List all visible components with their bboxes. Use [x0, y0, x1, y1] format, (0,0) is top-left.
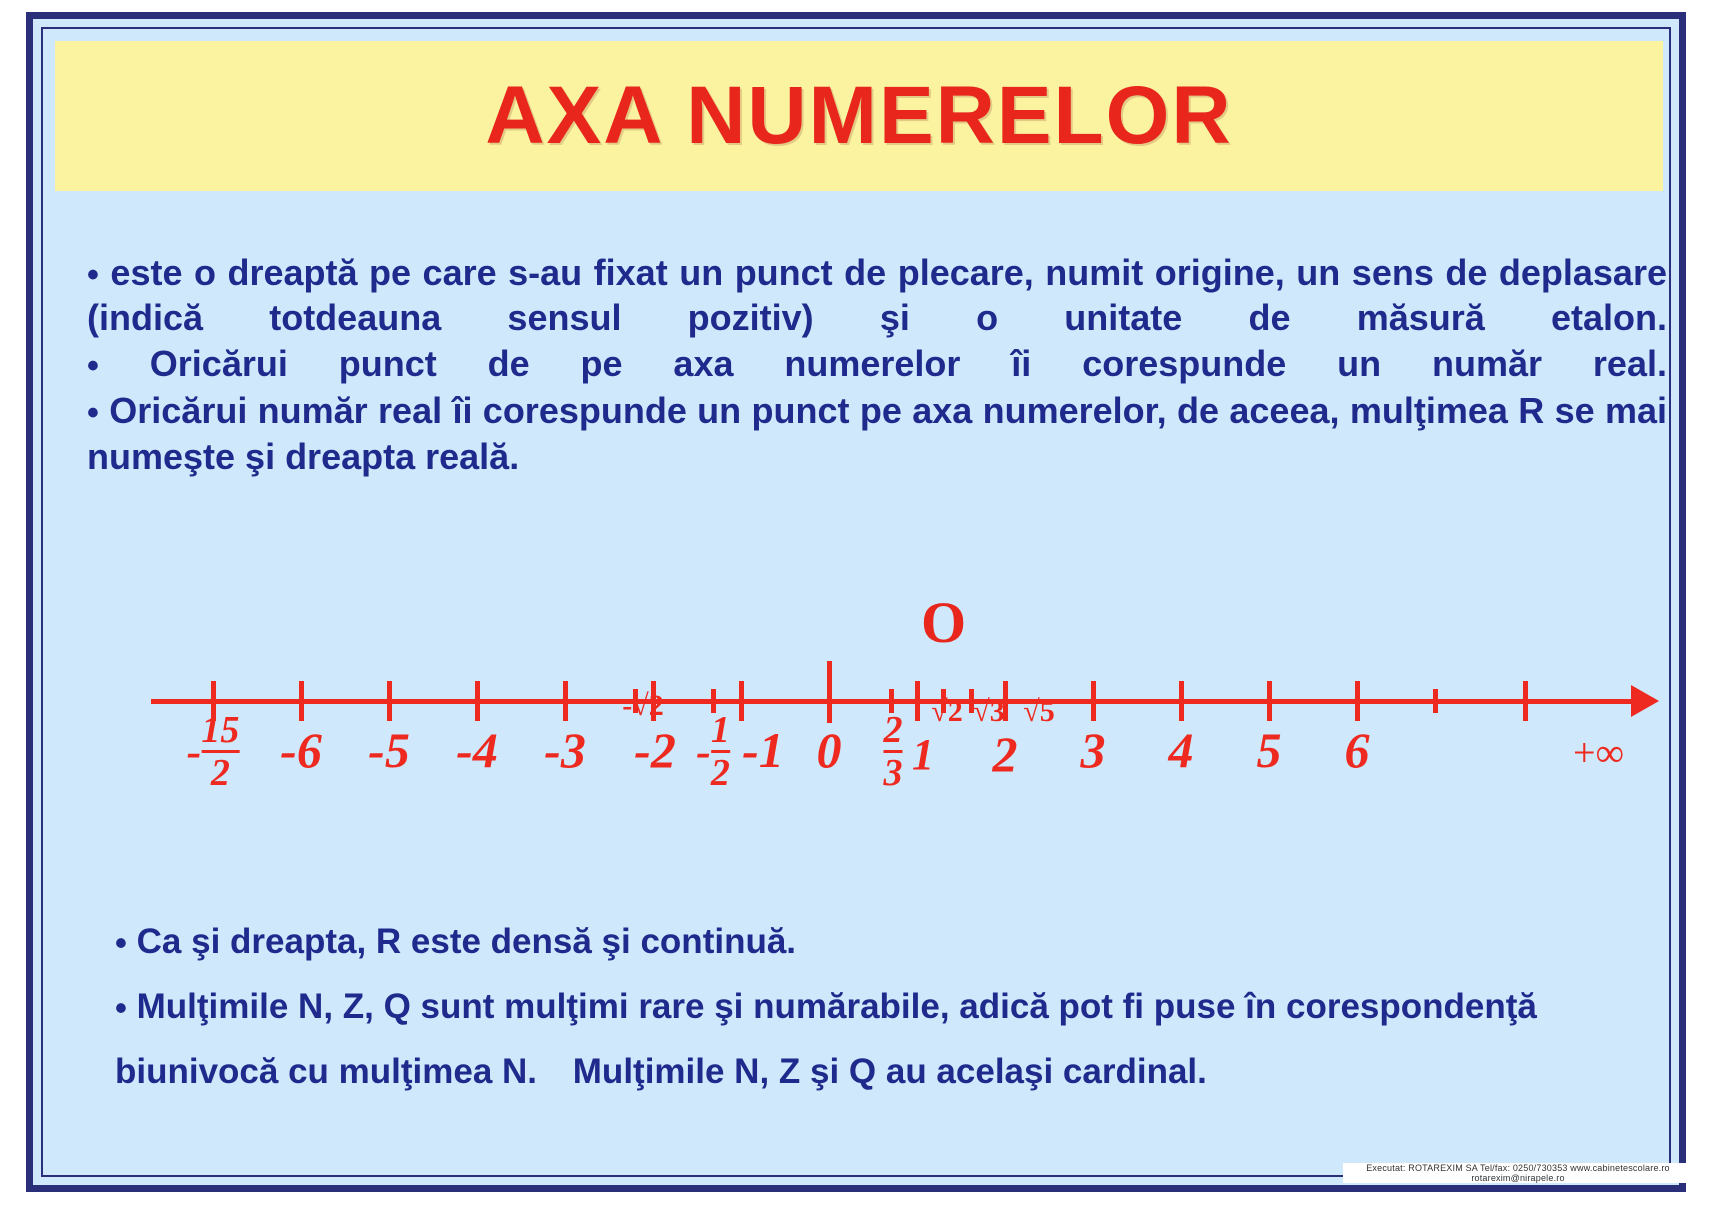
axis-label-plus-infinity: +∞: [1573, 730, 1625, 775]
minus-sign: -: [696, 727, 711, 776]
bullet-icon: •: [87, 255, 99, 294]
intro-paragraph-3-text: Oricărui număr real îi corespunde un punct pe axa numerelor, de aceea, mulţimea R se mai numeşte şi dreapta reală.: [87, 390, 1667, 477]
conclusion-line-2-text: Mulţimile N, Z, Q sunt mulţimi rare şi numărabile, adică pot fi puse în corespondenţă: [136, 986, 1537, 1026]
conclusion-line-2: [115, 984, 1675, 1031]
page-title: AXA NUMERELOR: [485, 70, 1233, 161]
number-line-diagram: [103, 589, 1663, 839]
axis-tick: [1433, 689, 1438, 713]
axis-label-sqrt-5: √5: [1023, 695, 1055, 728]
axis-label-minus-1: -1: [742, 722, 784, 778]
axis-label-minus-15-over-2: [187, 711, 240, 792]
axis-tick-origin: [827, 661, 832, 723]
intro-paragraph-2: [87, 342, 1667, 387]
axis-arrow-icon: [1631, 685, 1659, 717]
intro-text-block: [87, 251, 1667, 480]
conclusion-line-1: [115, 919, 1675, 966]
axis-label-minus-5: -5: [368, 722, 410, 778]
fraction-2-3: $\frac{2}{3}$: [883, 709, 903, 794]
axis-tick: [1179, 681, 1184, 721]
axis-tick: [1355, 681, 1360, 721]
intro-paragraph-1-text: este o dreaptă pe care s-au fixat un punct de plecare, numit origine, un sens de deplasare (indică totdeauna sensul pozitiv) şi o unitate de măsură etalon.: [87, 252, 1667, 339]
axis-label-minus-2: -2: [634, 722, 676, 778]
bullet-icon: •: [87, 394, 99, 433]
axis-label-two: 2: [992, 726, 1018, 782]
axis-line: [151, 699, 1637, 704]
axis-label-minus-6: -6: [280, 722, 322, 778]
conclusion-line-3-text: Mulţimile N, Z şi Q au acelaşi cardinal.: [572, 1051, 1207, 1091]
axis-label-zero: 0: [816, 722, 842, 778]
intro-paragraph-3: [87, 389, 1667, 478]
axis-label-one: 1: [912, 730, 934, 779]
poster-inner-border: [41, 27, 1671, 1177]
bullet-icon: •: [87, 346, 99, 385]
footer-credit: Executat: ROTAREXIM SA Tel/fax: 0250/730353 www.cabinetescolare.ro rotarexim@nirapele.ro: [1343, 1163, 1693, 1183]
fraction-15-2: $\frac{15}{2}$: [201, 709, 240, 794]
axis-tick: [739, 681, 744, 721]
intro-paragraph-1: [87, 251, 1667, 340]
axis-tick: [1523, 681, 1528, 721]
intro-paragraph-2-text: Oricărui punct de pe axa numerelor îi corespunde un număr real.: [149, 343, 1667, 385]
axis-tick: [915, 681, 920, 721]
conclusion-line-2-tail: biunivocă cu mulţimea N.: [115, 1051, 538, 1091]
conclusions-block: [115, 919, 1675, 1112]
axis-tick: [475, 681, 480, 721]
title-band: [55, 41, 1663, 191]
axis-tick: [299, 681, 304, 721]
axis-label-minus-3: -3: [544, 722, 586, 778]
axis-tick: [387, 681, 392, 721]
conclusion-line-2-continuation: [115, 1049, 1675, 1095]
axis-label-six: 6: [1344, 722, 1370, 778]
axis-label-sqrt-2: √2: [931, 695, 963, 728]
poster: [26, 12, 1686, 1192]
axis-label-minus-sqrt-2: -√2: [622, 689, 664, 722]
axis-tick: [1091, 681, 1096, 721]
axis-label-sqrt-3: √3: [973, 695, 1005, 728]
bullet-icon: •: [115, 989, 127, 1028]
axis-label-five: 5: [1256, 722, 1282, 778]
origin-marker-label: O: [921, 590, 967, 655]
conclusion-line-1-text: Ca şi dreapta, R este densă şi continuă.: [136, 922, 797, 961]
axis-label-minus-4: -4: [456, 722, 498, 778]
bullet-icon: •: [115, 924, 127, 963]
axis-tick: [563, 681, 568, 721]
minus-sign: -: [186, 727, 202, 776]
axis-label-three: 3: [1080, 722, 1106, 778]
axis-label-four: 4: [1168, 722, 1194, 778]
axis-tick: [1267, 681, 1272, 721]
fraction-1-2: $\frac{1}{2}$: [710, 709, 730, 794]
axis-label-minus-1-over-2: [696, 711, 730, 792]
axis-label-two-thirds: [884, 711, 903, 792]
